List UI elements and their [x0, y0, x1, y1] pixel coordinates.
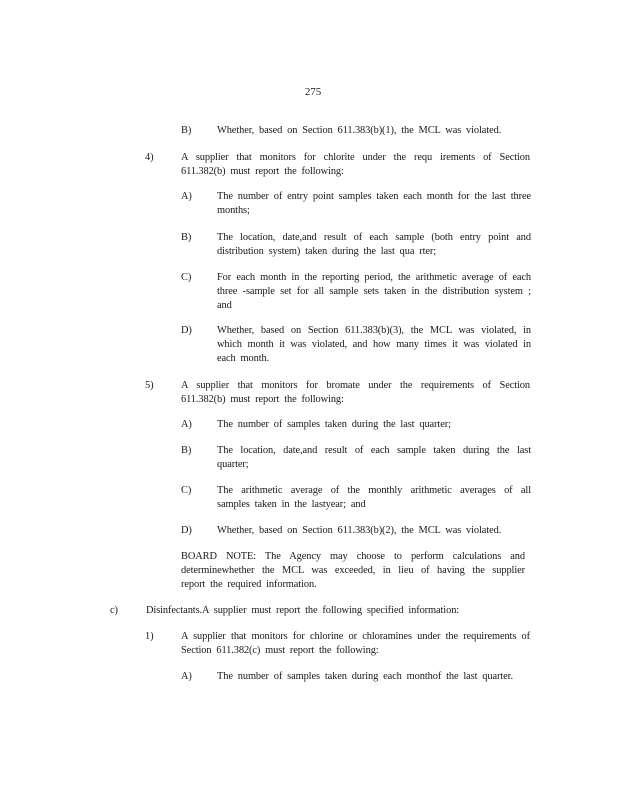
list-item-c-1	[145, 630, 530, 658]
list-item-b-whether	[181, 124, 531, 138]
list-item-4-b	[181, 231, 531, 259]
item-label: D)	[181, 525, 192, 536]
list-item-5-a	[181, 418, 531, 432]
item-label: D)	[181, 325, 192, 336]
item-text: Disinfectants.A supplier must report the following specified information:	[146, 605, 460, 616]
list-item-c	[110, 604, 530, 618]
item-text: Whether, based on Section 611.383(b)(1), the MCL was violated.	[217, 125, 502, 136]
item-label: B)	[181, 125, 192, 136]
item-text: The number of samples taken during the last quarter;	[217, 419, 451, 430]
item-text: The number of entry point samples taken each month for the last three months;	[217, 191, 531, 216]
item-label: c)	[110, 605, 118, 616]
item-text: The location, date,and result of each sample (both entry point and distribution system) taken during the last qua rter;	[217, 232, 531, 257]
list-item-5-b	[181, 444, 531, 472]
item-label: B)	[181, 445, 192, 456]
item-text: A supplier that monitors for bromate under the requirements of Section 611.382(b) must report the following:	[181, 380, 530, 405]
item-text: A supplier that monitors for chlorite under the requ irements of Section 611.382(b) must report the following:	[181, 152, 530, 177]
board-note: BOARD NOTE: The Agency may choose to perform calculations and determinewhether the MCL was exceeded, in lieu of having the supplier report the required information.	[181, 551, 525, 590]
list-item-4	[145, 151, 530, 179]
item-label: A)	[181, 671, 192, 682]
item-label: C)	[181, 272, 192, 283]
list-item-5	[145, 379, 530, 407]
item-text: Whether, based on Section 611.383(b)(2), the MCL was violated.	[217, 525, 502, 536]
item-label: 1)	[145, 631, 154, 642]
item-text: The location, date,and result of each sample taken during the last quarter;	[217, 445, 531, 470]
item-text: The number of samples taken during each monthof the last quarter.	[217, 671, 513, 682]
item-text: For each month in the reporting period, the arithmetic average of each three -sample set for all sample sets taken in the distribution system ; and	[217, 272, 531, 311]
item-text: The arithmetic average of the monthly arithmetic averages of all samples taken in the lastyear; and	[217, 485, 531, 510]
item-text: Whether, based on Section 611.383(b)(3), the MCL was violated, in which month it was violated, and how many times it was violated in each month.	[217, 325, 531, 364]
item-label: A)	[181, 191, 192, 202]
list-item-c-1-a	[181, 670, 531, 684]
item-label: A)	[181, 419, 192, 430]
list-item-4-a	[181, 190, 531, 218]
item-label: 4)	[145, 152, 154, 163]
item-text: A supplier that monitors for chlorine or chloramines under the requirements of Section 611.382(c) must report the following:	[181, 631, 530, 656]
list-item-5-d	[181, 524, 531, 538]
page-number: 275	[304, 86, 322, 98]
item-label: 5)	[145, 380, 154, 391]
item-label: C)	[181, 485, 192, 496]
list-item-5-c	[181, 484, 531, 512]
list-item-4-c	[181, 271, 531, 313]
list-item-4-d	[181, 324, 531, 366]
item-label: B)	[181, 232, 192, 243]
